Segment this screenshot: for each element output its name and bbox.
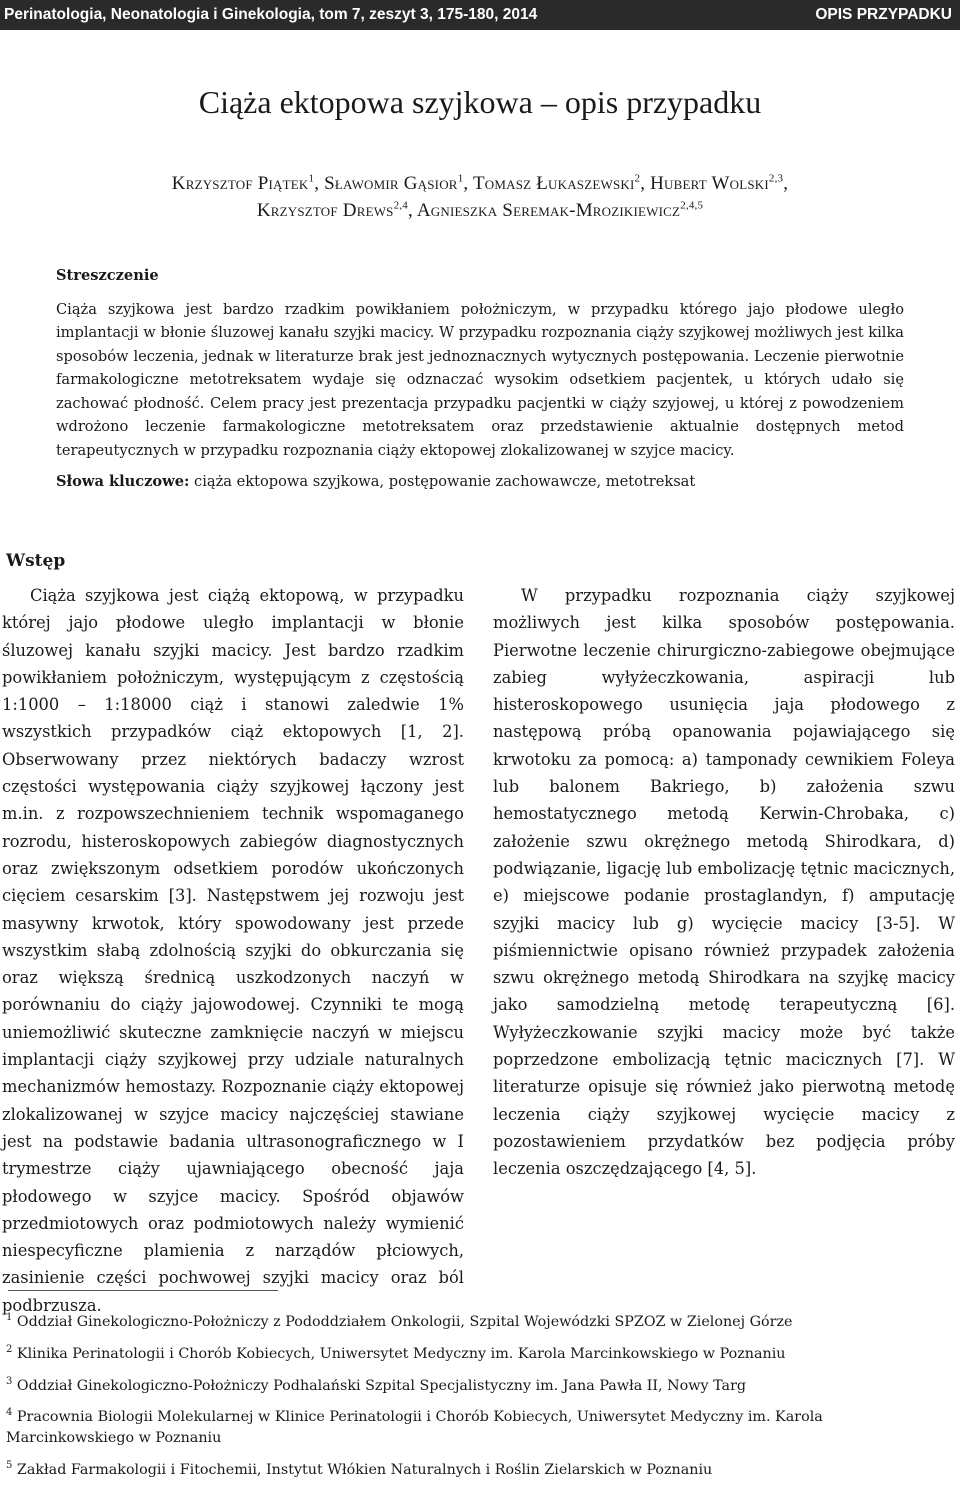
author-name: Krzysztof Piątek [171,173,309,194]
footnote: $^2$ Klinika Perinatologii i Chorób Kobiecych, Uniwersytet Medyczny im. Karola Marcinkowskiego w Poznaniu [6,1343,786,1362]
author-affiliation: 2,4 [393,199,408,212]
authors-line-2: Krzysztof Drews$^{2,4}$, Agnieszka Seremak-Mrozikiewicz$^{2,4,5}$ [256,199,704,221]
footnote: $^4$ Pracownia Biologii Molekularnej w Klinice Perinatologii i Chorób Kobiecych, Uniwersytet Medyczny im. Karola Marcinkowskiego w Poznaniu [6,1407,823,1447]
authors-line-1: Krzysztof Piątek$^1$, Sławomir Gąsior$^1$, Tomasz Łukaszewski$^2$, Hubert Wolski$^{2,3}$, [171,172,789,194]
footnote-divider [8,1290,278,1291]
author-name: Sławomir Gąsior [324,173,458,194]
body-column-left [2,582,464,1319]
section-heading: Wstęp [6,551,66,571]
footnote: $^1$ Oddział Ginekologiczno-Położniczy z Pododdziałem Onkologii, Szpital Wojewódzki SPZOZ w Zielonej Górze [6,1312,793,1330]
abstract-text: Ciąża szyjkowa jest bardzo rzadkim powikłaniem położniczym, w przypadku którego jajo płodowe uległo implantacji w błonie śluzowej kanału szyjki macicy. W przypadku rozpoznania ciąży szyjkowej możliwych jest kilka sposobów leczenia, jednak w literaturze brak jest jednoznacznych wytycznych postępowania. Leczenie pierwotnie farmakologiczne metotreksatem wydaje się odznaczać wysokim odsetkiem pacjentek, u których udało się zachować płodność. Celem pracy jest prezentacja przypadku pacjentki w ciąży szyjowej, u której z powodzeniem wdrożono leczenie farmakologiczne metotreksatem oraz przedstawienie aktualnie dostępnych metod terapeutycznych w przypadku rozpoznania ciąży ektopowej zlokalizowanej w szyjce macicy. [56,300,904,459]
author-name: Tomasz Łukaszewski [472,173,635,194]
author-affiliation: 2 [634,172,641,185]
footnote: $^5$ Zakład Farmakologii i Fitochemii, Instytut Włókien Naturalnych i Roślin Zielarskich w Poznaniu [6,1460,713,1478]
author-affiliation: 2,3 [768,172,784,185]
keywords [56,470,904,494]
abstract-heading: Streszczenie [56,267,159,284]
body-paragraph: Ciąża szyjkowa jest ciążą ektopową, w przypadku której jajo płodowe uległo implantacji w błonie śluzowej kanału szyjki macicy. Jest bardzo rzadkim powikłaniem położniczym, występującym z częstością 1:1000 – 1:18000 ciąż i stanowi zaledwie 1% wszystkich przypadków ciąż ektopowych [1, 2]. Obserwowany przez niektórych badaczy wzrost częstości występowania ciąży szyjkowej łączony jest m.in. z rozpowszechnieniem technik wspomaganego rozrodu, histeroskopowych zabiegów diagnostycznych oraz zwiększonym odsetkiem porodów ukończonych cięciem cesarskim [3]. Następstwem jej rozwoju jest masywny krwotok, który spowodowany jest przede wszystkim słabą zdolnością szyjki do obkurczania się oraz większą średnicą uszkodzonych naczyń w porównaniu do ciąży jajowodowej. Czynniki te mogą uniemożliwić skuteczne zamknięcie naczyń w miejscu implantacji ciąży szyjkowej przy udziale naturalnych mechanizmów hemostazy. Rozpoznanie ciąży ektopowej zlokalizowanej w szyjce macicy najczęściej stawiane jest na podstawie badania ultrasonograficznego w I trymestrze ciąży ujawniającego obecność jaja płodowego w szyjce macicy. Spośród objawów przedmiotowych oraz podmiotowych należy wymienić niespecyficzne plamienia z narządów płciowych, zasinienie części pochwowej szyjki macicy oraz ból podbrzusza. [2,586,464,1315]
author-name: Krzysztof Drews [256,200,394,221]
affiliations-footnotes [6,1307,954,1487]
footnote: $^3$ Oddział Ginekologiczno-Położniczy Podhalański Szpital Specjalistyczny im. Jana Pawła II, Nowy Targ [6,1375,747,1394]
body-paragraph: W przypadku rozpoznania ciąży szyjkowej możliwych jest kilka sposobów postępowania. Pierwotne leczenie chirurgiczno-zabiegowe obejmujące zabieg wyłyżeczkowania, aspiracji lub histeroskopowego usunięcia jaja płodowego z następową próbą opanowania pojawiającego się krwotoku za pomocą: a) tamponady cewnikiem Foleya lub balonem Bakriego, b) założenia szwu hemostatycznego metodą Kerwin-Chrobaka, c) założenie szwu okrężnego metodą Shirodkara, d) podwiązanie, ligację lub embolizację tętnic macicznych, e) miejscowe podanie prostaglandyn, f) amputację szyjki macicy lub g) wycięcie macicy [3-5]. W piśmiennictwie opisano również przypadek założenia szwu okrężnego metodą Shirodkara na szyjkę macicy jako samodzielną metodę terapeutyczną [6]. Wyłyżeczkowanie szyjki macicy może być także poprzedzone embolizacją tętnic macicznych [7]. W literaturze opisuje się również jako pierwotną metodę leczenia ciąży szyjkowej wycięcie macicy z pozostawieniem przydatków bez podjęcia próby leczenia oszczędzającego [4, 5]. [493,586,955,1179]
author-affiliation: 1 [457,172,464,185]
author-name: Agnieszka Seremak-Mrozikiewicz [416,200,681,221]
keywords-text: ciąża ektopowa szyjkowa, postępowanie zachowawcze, metotreksat [194,473,696,490]
body-column-right [493,582,955,1183]
article-title: Ciąża ektopowa szyjkowa – opis przypadku [198,84,762,120]
author-affiliation: 1 [308,172,315,185]
author-affiliation: 2,4,5 [680,199,704,212]
keywords-label: Słowa kluczowe: [56,473,190,490]
article-type-label: OPIS PRZYPADKU [815,6,952,23]
author-name: Hubert Wolski [650,173,769,194]
journal-header-bar [0,0,960,30]
journal-citation: Perinatologia, Neonatologia i Ginekologia, tom 7, zeszyt 3, 175-180, 2014 [4,6,538,23]
abstract [56,264,904,494]
